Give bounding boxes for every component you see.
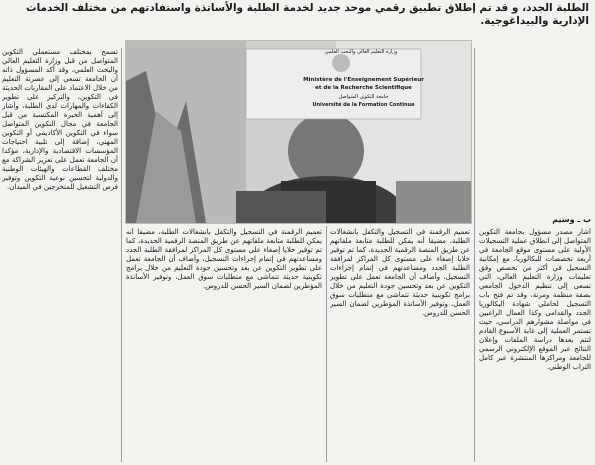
photo-banner-fr-1: Ministère de l'Enseignement Supérieur xyxy=(303,77,424,83)
article-column-middle: تعميم الرقمنة في التسجيل والتكفل بانشغالات الطلبة، مضيفا أنه يمكن للطلبة متابعة ملفاتهم عن طريق المنصة الرقمية الجديدة، كما تم توفير خلايا إصغاء على مستوى كل المراكز لمرافقة الطلبة الجدد ومساعدتهم في إتمام إجراءات التسجيل، وأضاف أن الجامعة تعمل على تطوير التكوين عن بعد وتحسين جودة التعليم من خلال برامج تكوينية حديثة تتماشى مع متطلبات سوق العمل، وتوفير الأساتذة المؤطرين لضمان السير الحسن للدروس. xyxy=(330,228,470,317)
article-column-left: تسمح بمختلف مستعملي التكوين المتواصل من قبل وزارة التعليم العالي والبحث العلمي، وقد أكد المسؤول ذاته أن الجامعة تسعى إلى عصرنة التعليم من خلال الاعتماد على المقاربات الحديثة في التكوين، والتركيز على تطوير الكفاءات والمهارات لدى الطلبة، وأشار إلى أهمية الخبرة المكتسبة من قبل الجامعة في مجال التكوين المتواصل سواء في التكوين الأكاديمي أو التكوين المهني، إضافة إلى تلبية احتياجات المؤسسات الاقتصادية والإدارية، مؤكدا أن الجامعة تعمل على تعزيز الشراكة مع مختلف القطاعات والهيئات الوطنية والدولية لتحسين نوعية التكوين وتوفير فرص التشغيل للمتخرجين في الميدان. xyxy=(2,48,118,191)
article-column-center: تعميم الرقمنة في التسجيل والتكفل بانشغالات الطلبة، مضيفا أنه يمكن للطلبة متابعة ملفاتهم عن طريق المنصة الرقمية الجديدة، كما تم توفير خلايا إصغاء على مستوى كل المراكز لمرافقة الطلبة الجدد ومساعدتهم في إتمام إجراءات التسجيل، وأضاف أن الجامعة تعمل على تطوير التكوين عن بعد وتحسين جودة التعليم من خلال برامج تكوينية حديثة تتماشى مع متطلبات سوق العمل، وتوفير الأساتذة المؤطرين لضمان السير الحسن للدروس. xyxy=(126,228,322,290)
headline: الطلبة الجدد، و قد تم إطلاق تطبيق رقمي موحد جديد لخدمة الطلبة والأساتذة واستفادتهم من مختلف الخدمات الإدارية والبيداغوجية. xyxy=(26,2,589,27)
author-tag: ب ـ وسيم xyxy=(552,215,591,224)
column-rule-right xyxy=(474,48,475,462)
column-rule-middle xyxy=(326,226,327,462)
column-rule-left xyxy=(121,48,122,462)
article-column-right: أشار مصدر مسؤول بجامعة التكوين المتواصل إلى انطلاق عملية التسجيلات الأولية على مستوى موقع الجامعة في أربعة تخصصات للبكالوريا، مع إمكانية التسجيل في أكثر من تخصص وفق تعليمات وزارة التعليم العالي، التي تسعى إلى تنظيم الدخول الجامعي بصفة منظمة ومرنة، وقد تم فتح باب التسجيل لحاملي شهادة البكالوريا الجدد والقدامى وكذا العمال الراغبين في مواصلة مشوارهم الدراسي، حيث تستمر العملية إلى غاية الأسبوع القادم لتتم بعدها دراسة الملفات وإعلان النتائج عبر الموقع الإلكتروني الرسمي للجامعة ومراكزها المنتشرة عبر كامل التراب الوطني. xyxy=(479,228,591,371)
photo-banner-ar-1: وزارة التعليم العالي والبحث العلمي xyxy=(324,49,398,55)
photo-banner-fr-3: Université de la Formation Continue xyxy=(312,102,415,108)
photo-banner-ar-2: جامعة التكوين المتواصل xyxy=(338,94,389,100)
article-photo xyxy=(125,40,472,224)
photo-illustration xyxy=(126,41,471,223)
photo-banner-fr-2: et de la Recherche Scientifique xyxy=(315,85,412,91)
